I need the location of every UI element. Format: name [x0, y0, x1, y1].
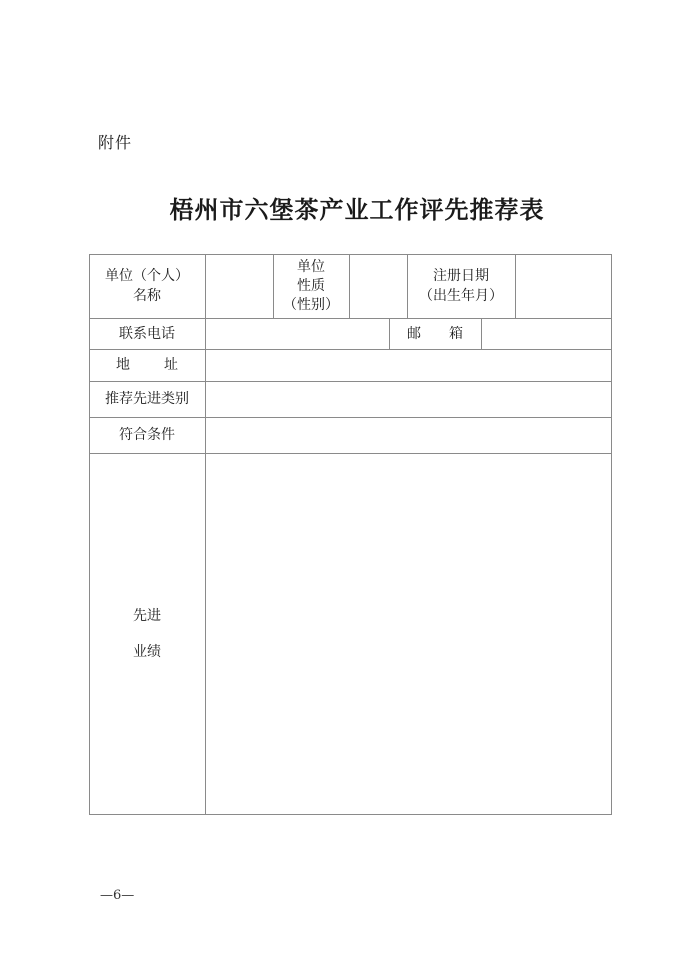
table-border-right	[611, 254, 612, 815]
nature-label-line1: 单位	[297, 258, 325, 275]
email-label-char1: 邮	[407, 325, 421, 342]
date-label-line2: （出生年月）	[419, 288, 503, 304]
category-label: 推荐先进类别	[105, 391, 189, 407]
achievements-label	[89, 453, 205, 814]
nature-field[interactable]	[350, 255, 407, 318]
name-label-line1: 单位（个人）	[105, 268, 189, 284]
nature-label-line2: 性质	[297, 277, 325, 294]
form-title: 梧州市六堡茶产业工作评先推荐表	[169, 195, 545, 224]
phone-label: 联系电话	[119, 325, 175, 342]
attachment-label: 附件	[98, 133, 133, 152]
date-field[interactable]	[516, 255, 611, 318]
page-number: —6—	[100, 888, 135, 903]
nature-label	[273, 254, 349, 318]
date-label-line1: 注册日期	[433, 268, 489, 284]
category-field[interactable]	[206, 382, 611, 417]
achievements-label-line2: 业绩	[133, 643, 161, 660]
achievements-label-line1: 先进	[133, 607, 161, 624]
email-label	[389, 318, 481, 349]
achievements-field[interactable]	[206, 454, 611, 814]
name-label	[89, 254, 205, 318]
address-label-char2: 址	[164, 357, 178, 373]
address-label	[89, 349, 205, 381]
name-field[interactable]	[206, 255, 273, 318]
nature-label-line3: （性别）	[283, 296, 339, 313]
date-label	[407, 254, 515, 318]
address-field[interactable]	[206, 350, 611, 381]
address-label-char1: 地	[116, 357, 130, 373]
phone-field[interactable]	[206, 319, 389, 349]
conditions-field[interactable]	[206, 418, 611, 453]
conditions-label: 符合条件	[119, 427, 175, 443]
email-label-char2: 箱	[449, 325, 463, 342]
email-field[interactable]	[482, 319, 611, 349]
name-label-line2: 名称	[133, 288, 161, 304]
table-border-bottom	[89, 814, 612, 815]
